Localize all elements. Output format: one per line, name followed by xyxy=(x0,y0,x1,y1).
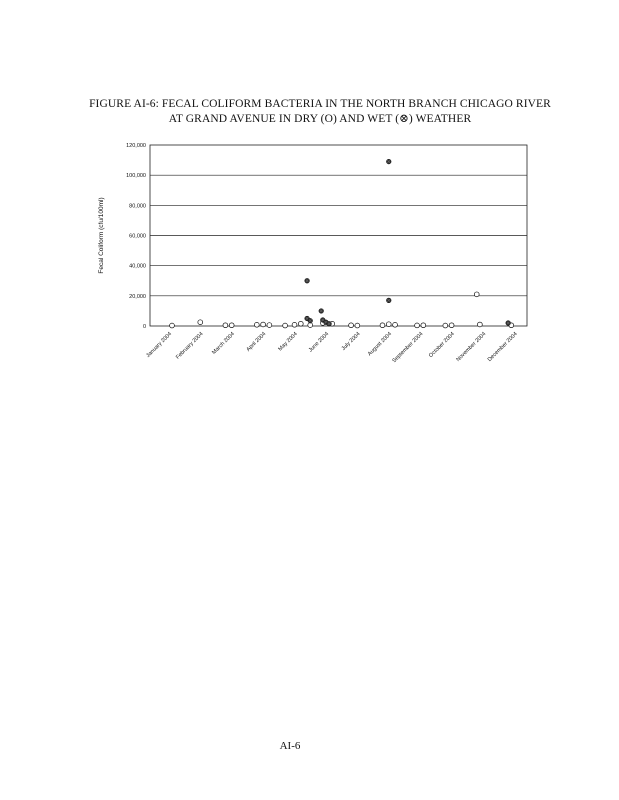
dry-weather-point xyxy=(443,323,448,328)
x-tick-label: December 2004 xyxy=(486,331,519,364)
wet-weather-point xyxy=(386,159,391,164)
x-tick-label: March 2004 xyxy=(211,331,236,356)
dry-weather-point xyxy=(283,323,288,328)
y-tick-label: 0 xyxy=(142,324,146,330)
wet-weather-point xyxy=(386,298,391,303)
x-tick-label: June 2004 xyxy=(307,331,331,354)
dry-weather-point xyxy=(415,323,420,328)
x-tick-label: October 2004 xyxy=(428,331,456,359)
dry-weather-point xyxy=(229,323,234,328)
dry-weather-point xyxy=(170,323,175,328)
dry-weather-point xyxy=(355,323,360,328)
y-tick-label: 40,000 xyxy=(129,263,146,270)
wet-weather-point xyxy=(319,309,324,314)
page-number: AI-6 xyxy=(279,740,301,752)
x-tick-label: September 2004 xyxy=(391,331,425,365)
y-tick-label: 60,000 xyxy=(129,233,146,240)
chart-title-line-1: FIGURE AI-6: FECAL COLIFORM BACTERIA IN THE NORTH BRANCH CHICAGO RIVER xyxy=(89,98,551,110)
x-tick-label: November 2004 xyxy=(455,331,488,364)
dry-weather-point xyxy=(198,320,203,325)
data-points xyxy=(170,159,514,328)
dry-weather-point xyxy=(477,322,482,327)
dry-weather-point xyxy=(254,322,259,327)
dry-weather-point xyxy=(308,323,313,328)
dry-weather-point xyxy=(380,323,385,328)
wet-weather-point xyxy=(305,278,310,283)
dry-weather-point xyxy=(261,322,266,327)
x-tick-label: April 2004 xyxy=(245,331,268,353)
dry-weather-point xyxy=(292,322,297,327)
x-tick-label: February 2004 xyxy=(174,331,205,361)
y-tick-label: 20,000 xyxy=(129,293,146,300)
y-tick-label: 100,000 xyxy=(126,173,146,180)
x-tick-label: August 2004 xyxy=(366,331,394,358)
x-tick-label: May 2004 xyxy=(277,331,299,353)
x-tick-label: July 2004 xyxy=(340,331,362,353)
dry-weather-point xyxy=(421,323,426,328)
gridlines xyxy=(150,175,527,296)
dry-weather-point xyxy=(298,321,303,326)
x-tick-label: January 2004 xyxy=(145,331,174,359)
y-axis-ticks xyxy=(126,143,146,330)
dry-weather-point xyxy=(393,322,398,327)
y-axis-label: Fecal Coliform (cfu/100ml) xyxy=(98,197,105,274)
chart-title-line-2: AT GRAND AVENUE IN DRY (O) AND WET (⊗) WEATHER xyxy=(168,113,472,125)
wet-weather-point xyxy=(308,318,313,323)
dry-weather-point xyxy=(223,323,228,328)
dry-weather-point xyxy=(386,322,391,327)
wet-weather-point xyxy=(327,321,332,326)
dry-weather-point xyxy=(474,292,479,297)
y-tick-label: 120,000 xyxy=(126,143,146,149)
dry-weather-point xyxy=(449,323,454,328)
dry-weather-point xyxy=(267,323,272,328)
dry-weather-point xyxy=(349,323,354,328)
wet-weather-point xyxy=(506,321,511,326)
y-tick-label: 80,000 xyxy=(129,203,146,210)
x-axis-ticks xyxy=(145,331,518,364)
